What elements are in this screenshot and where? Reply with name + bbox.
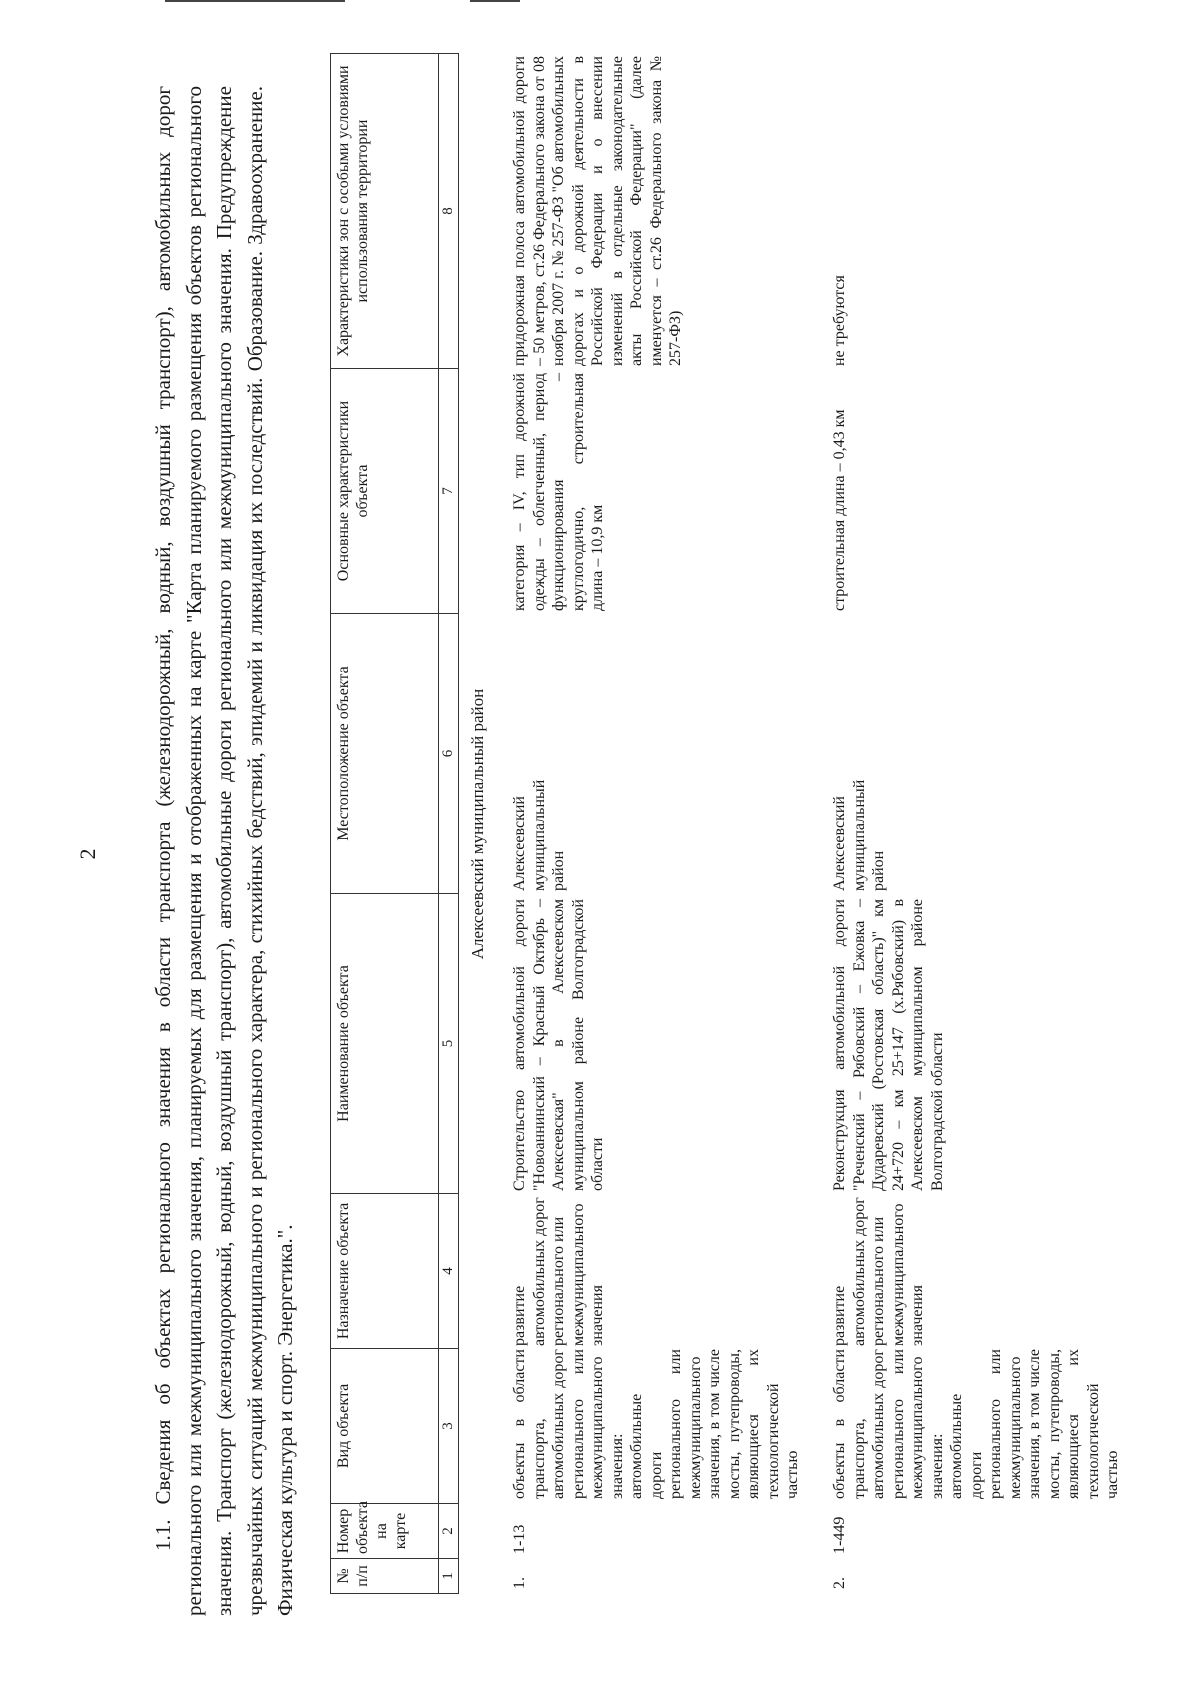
row-zones: не требуются <box>831 275 848 366</box>
header-location: Местоположение объекта <box>331 614 439 894</box>
header-map-number: Номер объекта на карте <box>331 1504 439 1559</box>
row-purpose: развитие автомобильных дорог регионального или межмуниципального значения <box>511 1197 606 1346</box>
row-number: 2. <box>831 1577 848 1589</box>
column-number: 8 <box>439 54 459 369</box>
header-characteristics: Основные характеристики объекта <box>331 369 439 614</box>
page-number: 2 <box>75 848 100 860</box>
column-number: 2 <box>439 1504 459 1559</box>
column-number: 3 <box>439 1349 459 1504</box>
column-number: 1 <box>439 1559 459 1594</box>
row-map-number: 1-13 <box>511 1524 528 1554</box>
row-kind: объекты в области транспорта, автомобильных дорог регионального или межмуниципального значения: автомобильные дороги регионального или межмуниципального значения, в том числе мосты, путепроводы, являющиеся их технологической частью <box>831 1349 1121 1499</box>
row-map-number: 1-449 <box>831 1516 848 1554</box>
row-characteristics: категория – IV, тип дорожной одежды – облегченный, период функционирования – круглогодично, строительная длина – 10,9 км <box>511 373 606 611</box>
row-kind: объекты в области транспорта, автомобильных дорог регионального или межмуниципального значения: автомобильные дороги регионального или межмуниципального значения, в том числе мосты, путепроводы, являющиеся их технологической частью <box>511 1349 801 1499</box>
row-zones: придорожная полоса автомобильной дороги – 50 метров, ст.26 Федерального закона от 08 ноября 2007 г. № 257-ФЗ "Об автомобильных дорогах и о дорожной деятельности в Российской Федерации и о внесении изменений в отдельные законодательные акты Российской Федерации" (далее именуется – ст.26 Федерального закона № 257-ФЗ) <box>511 56 684 366</box>
column-number: 7 <box>439 369 459 614</box>
header-name: Наименование объекта <box>331 894 439 1194</box>
header-kind: Вид объекта <box>331 1349 439 1504</box>
row-characteristics: строительная длина – 0,43 км <box>831 409 848 611</box>
row-number: 1. <box>511 1577 528 1589</box>
objects-table-header <box>330 53 459 1594</box>
row-purpose: развитие автомобильных дорог регионального или межмуниципального значения <box>831 1197 926 1346</box>
row-location: Алексеевский муниципальный район <box>511 779 567 891</box>
row-location: Алексеевский муниципальный район <box>831 779 887 891</box>
row-name: Реконструкция автомобильной дороги "Реченский – Рябовский – Ежовка – Дударевский (Ростовская область)" км 24+720 – км 25+147 (х.Рябовский) в Алексеевском муниципальном районе Волгоградской области <box>831 899 946 1191</box>
intro-paragraph: 1.1. Сведения об объектах регионального значения в области транспорта (железнодорожный, водный, воздушный транспорт), автомобильных дорог регионального или межмуниципального значения, планируемых для размещения и отображенных на карте "Карта планируемого размещения объектов регионального значения. Транспорт (железнодорожный, водный, воздушный транспорт), автомобильные дороги регионального или межмуниципального значения. Предупреждение чрезвычайных ситуаций межмуниципального и регионального характера, стихийных бедствий, эпидемий и ликвидация их последствий. Образование. Здравоохранение. Физическая культура и спорт. Энергетика.". <box>151 86 297 1616</box>
header-zones: Характеристики зон с особыми условиями использования территории <box>331 54 439 369</box>
header-purpose: Назначение объекта <box>331 1194 439 1349</box>
column-number: 6 <box>439 614 459 894</box>
section-title: Алексеевский муниципальный район <box>468 688 487 960</box>
column-number: 5 <box>439 894 459 1194</box>
column-number: 4 <box>439 1194 459 1349</box>
header-number: № п/п <box>331 1559 439 1594</box>
row-name: Строительство автомобильной дороги "Новоаннинский – Красный Октябрь – Алексеевская" в Алексеевском муниципальном районе Волгоградской области <box>511 899 606 1191</box>
